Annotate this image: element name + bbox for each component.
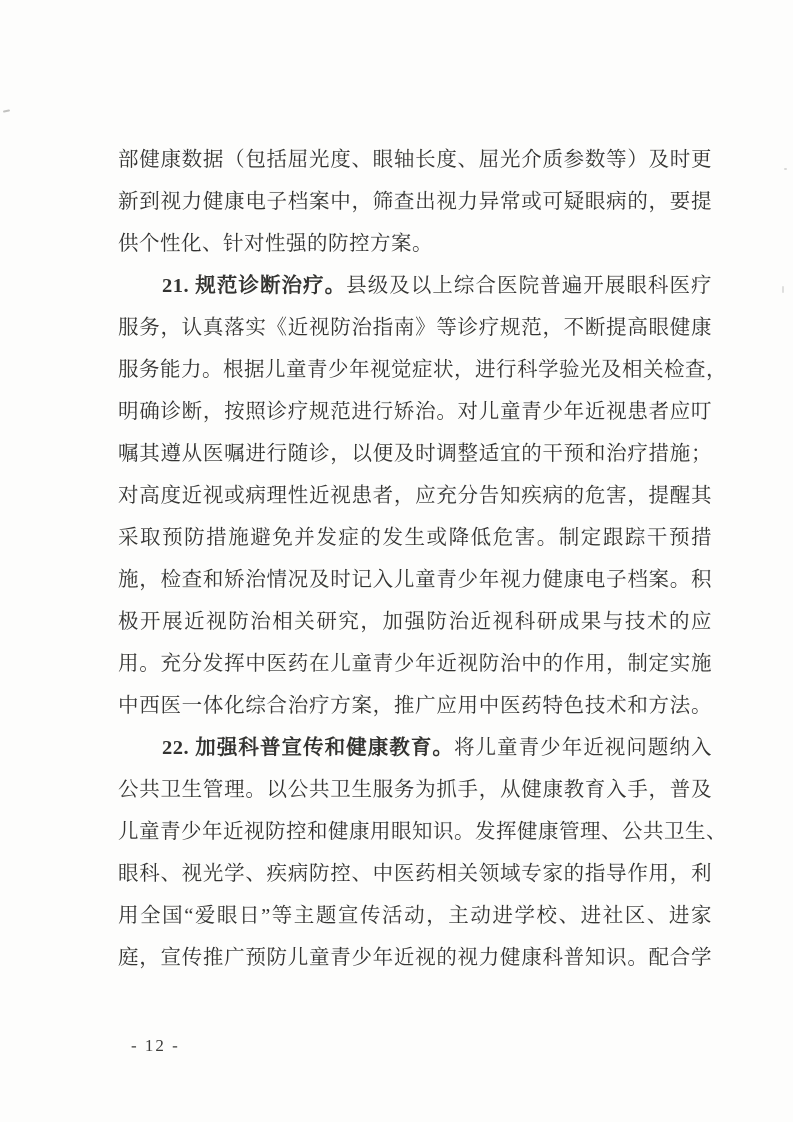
text-line	[118, 643, 712, 685]
text-line	[118, 937, 712, 979]
text-run: 服务，认真落实《近视防治指南》等诊疗规范，不断提高眼健康	[118, 317, 712, 339]
text-run: 服务能力。根据儿童青少年视觉症状，进行科学验光及相关检查，	[118, 359, 727, 381]
text-line	[118, 895, 712, 937]
text-line	[118, 685, 712, 727]
text-run: 采取预防措施避免并发症的发生或降低危害。制定跟踪干预措	[118, 527, 712, 549]
text-line	[118, 517, 712, 559]
text-line	[118, 811, 727, 853]
text-run: 部健康数据（包括屈光度、眼轴长度、屈光介质参数等）及时更	[118, 149, 712, 171]
text-line	[118, 433, 712, 475]
text-run: 明确诊断，按照诊疗规范进行矫治。对儿童青少年近视患者应叮	[118, 401, 712, 423]
text-line	[118, 223, 712, 265]
text-run: 眼科、视光学、疾病防控、中医药相关领域专家的指导作用，利	[118, 863, 712, 885]
text-line	[118, 391, 712, 433]
section-heading: 22. 加强科普宣传和健康教育。	[162, 737, 454, 759]
text-run: 县级及以上综合医院普遍开展眼科医疗	[346, 275, 713, 297]
page-number: - 12 -	[131, 1036, 180, 1055]
text-line	[118, 727, 712, 769]
text-run: 庭，宣传推广预防儿童青少年近视的视力健康科普知识。配合学	[118, 947, 712, 969]
text-line	[118, 349, 727, 391]
text-run: 对高度近视或病理性近视患者，应充分告知疾病的危害，提醒其	[118, 485, 712, 507]
text-line	[118, 769, 712, 811]
text-run: 极开展近视防治相关研究，加强防治近视科研成果与技术的应	[118, 611, 712, 633]
text-line	[118, 475, 712, 517]
text-run: 嘱其遵从医嘱进行随诊，以便及时调整适宜的干预和治疗措施；	[118, 443, 712, 465]
scan-artifact	[784, 168, 787, 170]
text-line	[118, 853, 712, 895]
section-heading: 21. 规范诊断治疗。	[162, 275, 347, 297]
text-line	[118, 181, 712, 223]
scan-artifact	[782, 286, 784, 293]
text-line	[118, 139, 712, 181]
text-run: 新到视力健康电子档案中，筛查出视力异常或可疑眼病的，要提	[118, 191, 712, 213]
text-run: 儿童青少年近视防控和健康用眼知识。发挥健康管理、公共卫生、	[118, 821, 727, 843]
text-line	[118, 265, 712, 307]
scan-artifact	[3, 109, 10, 112]
text-run: 供个性化、针对性强的防控方案。	[118, 233, 433, 255]
document-body	[118, 139, 727, 979]
text-run: 用全国“爱眼日”等主题宣传活动，主动进学校、进社区、进家	[118, 905, 712, 927]
text-line	[118, 307, 712, 349]
text-run: 施，检查和矫治情况及时记入儿童青少年视力健康电子档案。积	[118, 569, 712, 591]
text-line	[118, 601, 712, 643]
text-line	[118, 559, 712, 601]
text-run: 将儿童青少年近视问题纳入	[453, 737, 713, 759]
text-run: 公共卫生管理。以公共卫生服务为抓手，从健康教育入手，普及	[118, 779, 712, 801]
text-run: 中西医一体化综合治疗方案，推广应用中医药特色技术和方法。	[118, 695, 712, 717]
text-run: 用。充分发挥中医药在儿童青少年近视防治中的作用，制定实施	[118, 653, 712, 675]
